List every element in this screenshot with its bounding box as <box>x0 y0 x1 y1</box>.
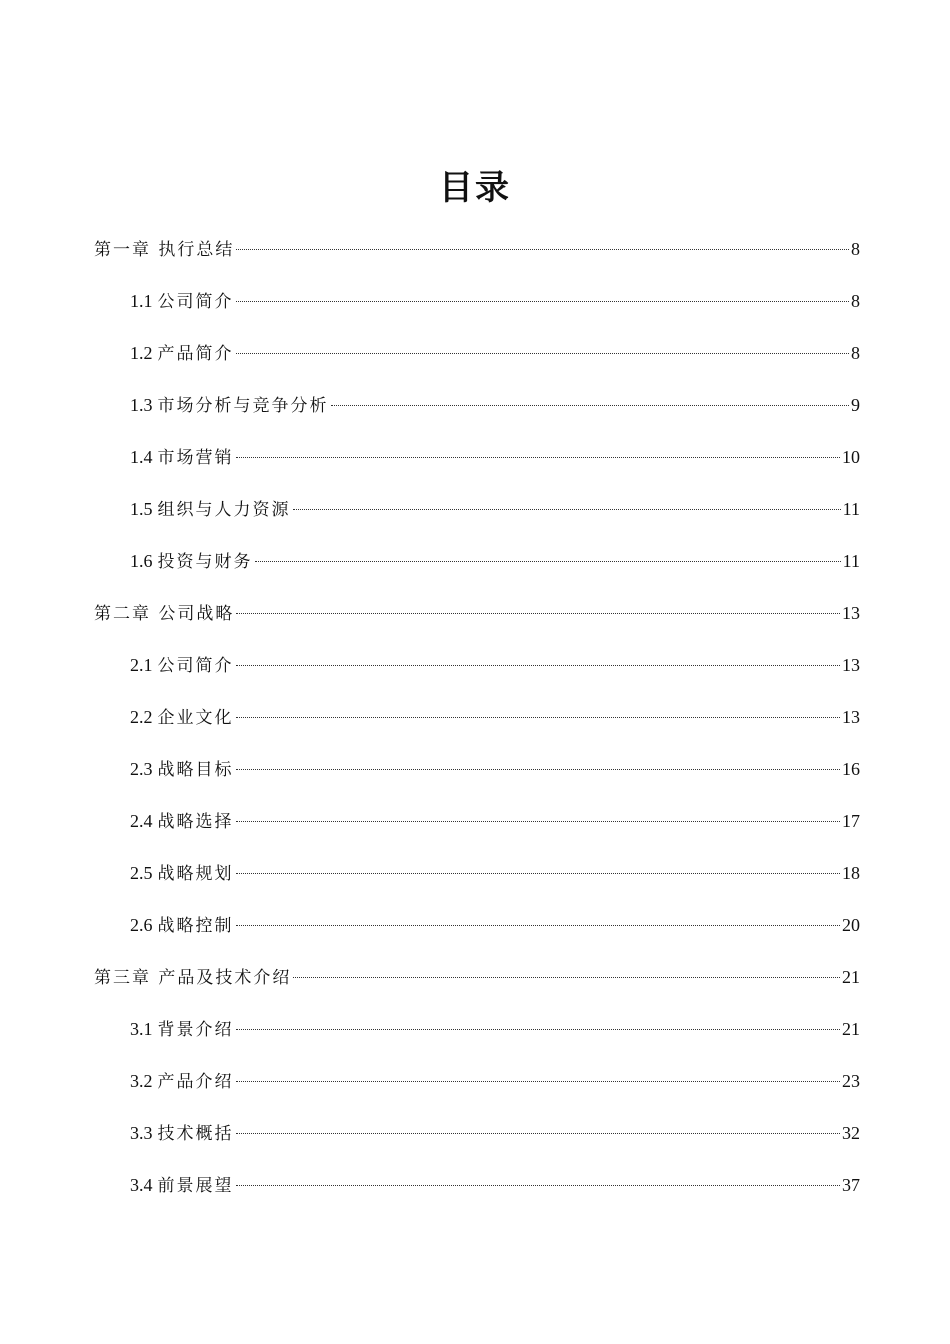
toc-chapter-entry[interactable] <box>94 962 860 992</box>
toc-entry-label <box>94 235 234 265</box>
toc-entry-number: 2.2 <box>130 707 153 727</box>
toc-section-entry[interactable] <box>130 650 860 680</box>
toc-dot-leader <box>293 509 841 510</box>
toc-dot-leader <box>236 925 841 926</box>
toc-entry-number: 2.1 <box>130 655 153 675</box>
toc-entry-label <box>94 963 291 993</box>
toc-page-number: 13 <box>842 655 860 675</box>
toc-dot-leader <box>236 1185 841 1186</box>
toc-page-number: 23 <box>842 1071 860 1091</box>
toc-entry-text: 第二章 公司战略 <box>94 604 235 624</box>
toc-entry-number: 3.4 <box>130 1175 153 1195</box>
toc-section-entry[interactable] <box>130 442 860 472</box>
toc-dot-leader <box>236 665 841 666</box>
toc-entry-label <box>130 442 234 473</box>
toc-entry-text: 产品介绍 <box>157 1072 234 1092</box>
toc-section-entry[interactable] <box>130 1066 860 1096</box>
toc-entry-text: 技术概括 <box>157 1124 234 1144</box>
toc-page-number: 10 <box>842 447 860 467</box>
toc-page-number: 21 <box>842 1019 860 1039</box>
toc-entry-number: 2.4 <box>130 811 153 831</box>
toc-entry-number: 2.5 <box>130 863 153 883</box>
toc-entry-label <box>130 754 234 785</box>
toc-entry-text: 组织与人力资源 <box>157 500 291 520</box>
toc-entry-label <box>130 910 234 941</box>
toc-entry-number: 1.3 <box>130 395 153 415</box>
toc-section-entry[interactable] <box>130 286 860 316</box>
toc-entry-label <box>130 494 291 525</box>
toc-page-number: 18 <box>842 863 860 883</box>
toc-dot-leader <box>236 1133 841 1134</box>
toc-chapter-entry[interactable] <box>94 234 860 264</box>
toc-page-number: 17 <box>842 811 860 831</box>
toc-entry-text: 战略目标 <box>157 760 234 780</box>
toc-entry-label <box>130 1066 234 1097</box>
toc-page-number: 21 <box>842 967 860 987</box>
toc-section-entry[interactable] <box>130 1170 860 1200</box>
toc-section-entry[interactable] <box>130 546 860 576</box>
toc-dot-leader <box>331 405 850 406</box>
toc-entry-number: 3.1 <box>130 1019 153 1039</box>
toc-entry-number: 2.3 <box>130 759 153 779</box>
toc-dot-leader <box>236 821 841 822</box>
toc-entry-label <box>130 858 234 889</box>
toc-dot-leader <box>236 353 850 354</box>
toc-section-entry[interactable] <box>130 494 860 524</box>
toc-entry-label <box>130 650 234 681</box>
toc-entry-text: 产品简介 <box>157 344 234 364</box>
toc-dot-leader <box>236 249 849 250</box>
toc-entry-text: 战略选择 <box>157 812 234 832</box>
toc-entry-label <box>130 338 234 369</box>
toc-section-entry[interactable] <box>130 858 860 888</box>
toc-entry-label <box>94 599 234 629</box>
toc-entry-label <box>130 1118 234 1149</box>
toc-entry-label <box>130 702 234 733</box>
toc-page-number: 9 <box>851 395 860 415</box>
toc-entry-text: 公司简介 <box>157 292 234 312</box>
toc-dot-leader <box>236 769 841 770</box>
toc-page-number: 11 <box>842 499 860 519</box>
toc-entry-text: 市场分析与竞争分析 <box>157 396 329 416</box>
toc-page-number: 37 <box>842 1175 860 1195</box>
toc-section-entry[interactable] <box>130 390 860 420</box>
toc-page-number: 16 <box>842 759 860 779</box>
toc-dot-leader <box>236 613 840 614</box>
toc-entry-text: 战略控制 <box>157 916 234 936</box>
toc-entry-text: 企业文化 <box>157 708 234 728</box>
toc-entry-number: 1.5 <box>130 499 153 519</box>
toc-page-number: 8 <box>851 343 860 363</box>
toc-title: 目录 <box>439 168 511 208</box>
toc-entry-text: 前景展望 <box>157 1176 234 1196</box>
toc-section-entry[interactable] <box>130 1118 860 1148</box>
toc-chapter-entry[interactable] <box>94 598 860 628</box>
toc-entry-label <box>130 286 234 317</box>
toc-section-entry[interactable] <box>130 910 860 940</box>
toc-page-number: 20 <box>842 915 860 935</box>
toc-entry-number: 1.6 <box>130 551 153 571</box>
toc-dot-leader <box>236 301 850 302</box>
toc-entry-text: 第三章 产品及技术介绍 <box>94 968 292 988</box>
toc-page-number: 8 <box>851 291 860 311</box>
toc-section-entry[interactable] <box>130 702 860 732</box>
toc-dot-leader <box>236 457 841 458</box>
toc-dot-leader <box>293 977 840 978</box>
toc-entry-text: 第一章 执行总结 <box>94 240 235 260</box>
toc-entry-text: 背景介绍 <box>157 1020 234 1040</box>
toc-section-entry[interactable] <box>130 1014 860 1044</box>
toc-entry-number: 2.6 <box>130 915 153 935</box>
toc-entry-number: 1.2 <box>130 343 153 363</box>
toc-entry-text: 投资与财务 <box>157 552 253 572</box>
toc-page-number: 8 <box>851 239 860 259</box>
toc-entry-number: 1.1 <box>130 291 153 311</box>
toc-dot-leader <box>236 717 841 718</box>
toc-entry-text: 战略规划 <box>157 864 234 884</box>
toc-dot-leader <box>236 1029 841 1030</box>
toc-page-number: 32 <box>842 1123 860 1143</box>
toc-entry-label <box>130 546 253 577</box>
toc-entry-label <box>130 1014 234 1045</box>
toc-entry-label <box>130 390 329 421</box>
toc-page-number: 13 <box>842 707 860 727</box>
toc-entry-text: 市场营销 <box>157 448 234 468</box>
toc-entry-label <box>130 806 234 837</box>
toc-entry-number: 3.3 <box>130 1123 153 1143</box>
toc-section-entry[interactable] <box>130 754 860 784</box>
toc-page-number: 13 <box>842 603 860 623</box>
toc-section-entry[interactable] <box>130 806 860 836</box>
toc-dot-leader <box>236 1081 841 1082</box>
toc-dot-leader <box>255 561 841 562</box>
toc-entry-label <box>130 1170 234 1201</box>
toc-entry-text: 公司简介 <box>157 656 234 676</box>
toc-page-number: 11 <box>842 551 860 571</box>
toc-entry-number: 3.2 <box>130 1071 153 1091</box>
toc-dot-leader <box>236 873 841 874</box>
toc-section-entry[interactable] <box>130 338 860 368</box>
toc-entry-number: 1.4 <box>130 447 153 467</box>
